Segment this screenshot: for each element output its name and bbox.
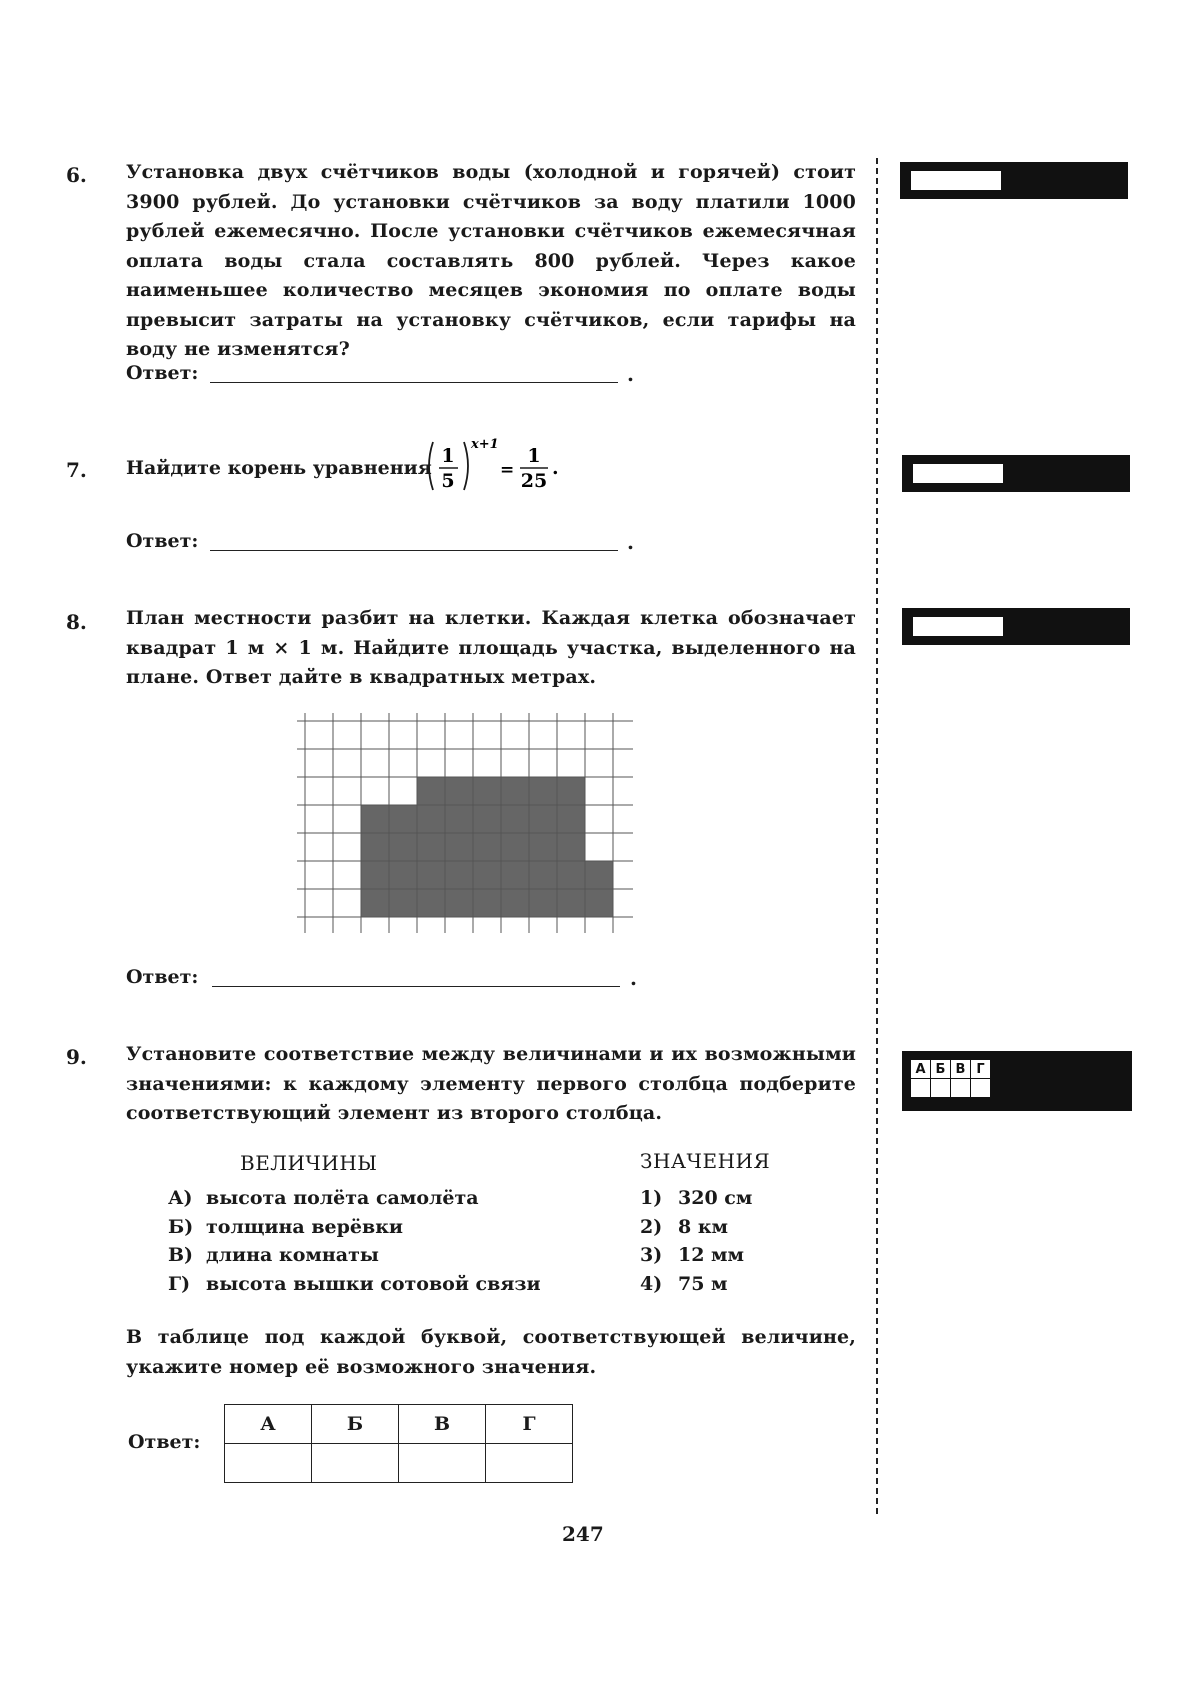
task-7-number: 7. (66, 458, 87, 482)
plan-shaded-cell (501, 833, 529, 861)
task-9-answer-box-grid (910, 1059, 991, 1098)
plan-shaded-cell (557, 889, 585, 917)
plan-shaded-cell (473, 777, 501, 805)
task-8-number: 8. (66, 610, 87, 634)
plan-shaded-cell (417, 889, 445, 917)
task-9-instruction: В таблице под каждой буквой, соответствующей величине, укажите номер её возможного значения. (126, 1326, 856, 1378)
plan-shaded-cell (557, 861, 585, 889)
mini-header-a: А (911, 1060, 931, 1079)
plan-shaded-cell (389, 833, 417, 861)
plan-shaded-cell (417, 833, 445, 861)
task-7-answer-label: Ответ: (126, 530, 199, 552)
task-7-answer-box (902, 455, 1130, 492)
mini-header-v: В (951, 1060, 971, 1079)
mini-header-g: Г (971, 1060, 991, 1079)
right-paren (464, 442, 468, 490)
rhs-numerator: 1 (527, 445, 541, 467)
task-6-answer-line[interactable] (210, 382, 618, 383)
task-9-answer-table (224, 1404, 573, 1483)
equals-sign: = (500, 460, 515, 480)
plan-shaded-cell (417, 805, 445, 833)
plan-grid (297, 713, 633, 933)
answer-table-header-b: Б (312, 1405, 399, 1444)
task-6-answer-box (900, 162, 1128, 199)
plan-shaded-cell (557, 833, 585, 861)
answer-cell-g[interactable] (486, 1444, 573, 1483)
mini-cell-b (931, 1079, 951, 1098)
plan-shaded-cell (445, 833, 473, 861)
answer-cell-v[interactable] (399, 1444, 486, 1483)
task-6-answer-dot: . (627, 362, 634, 386)
left-paren (429, 442, 433, 490)
plan-shaded-cell (445, 861, 473, 889)
quantity-item-b: Б) толщина верёвки (168, 1216, 404, 1238)
quantity-item-g: Г) высота вышки сотовой связи (168, 1273, 541, 1295)
plan-shaded-cell (417, 861, 445, 889)
task-8-text: План местности разбит на клетки. Каждая клетка обозначает квадрат 1 м × 1 м. Найдите площадь участка, выделенного на плане. Ответ дайте в квадратных метрах. (126, 607, 856, 688)
task-9-answer-label: Ответ: (128, 1431, 201, 1453)
task-8-answer-line[interactable] (212, 986, 620, 987)
plan-shaded-cell (529, 805, 557, 833)
plan-shaded-cell (445, 777, 473, 805)
plan-shaded-cell (501, 805, 529, 833)
plan-shaded-cell (557, 777, 585, 805)
task-6-answer-label: Ответ: (126, 362, 199, 384)
value-item-2: 2) 8 км (640, 1216, 729, 1238)
plan-shaded-cell (585, 889, 613, 917)
value-item-4: 4) 75 м (640, 1273, 728, 1295)
answer-table-header-g: Г (486, 1405, 573, 1444)
plan-shaded-cell (389, 861, 417, 889)
plan-shaded-cell (473, 861, 501, 889)
plan-shaded-cell (361, 889, 389, 917)
task-8-answer-label: Ответ: (126, 966, 199, 988)
answer-table-header-v: В (399, 1405, 486, 1444)
answer-cell-b[interactable] (312, 1444, 399, 1483)
task-6-answer-box-window (911, 171, 1001, 190)
plan-shaded-cell (585, 861, 613, 889)
task-9-number: 9. (66, 1045, 87, 1069)
value-item-3: 3) 12 мм (640, 1244, 745, 1266)
mini-header-b: Б (931, 1060, 951, 1079)
plan-shaded-cell (361, 833, 389, 861)
plan-shaded-cell (529, 861, 557, 889)
plan-shaded-cell (417, 777, 445, 805)
task-7-equation (424, 432, 574, 502)
task-7-answer-dot: . (627, 530, 634, 554)
task-8-answer-dot: . (630, 966, 637, 990)
plan-shaded-cell (361, 861, 389, 889)
quantity-item-a: А) высота полёта самолёта (168, 1187, 479, 1209)
plan-shaded-cell (501, 861, 529, 889)
plan-shaded-cell (501, 889, 529, 917)
plan-shaded-cell (389, 805, 417, 833)
plan-shaded-cell (501, 777, 529, 805)
task-7-answer-box-window (913, 464, 1003, 483)
svg-text:.: . (552, 457, 559, 479)
cut-line (876, 158, 878, 1514)
plan-shaded-cell (473, 833, 501, 861)
mini-cell-v (951, 1079, 971, 1098)
task-7-answer-line[interactable] (210, 550, 618, 551)
page-number: 247 (562, 1522, 604, 1546)
task-8-answer-box (902, 608, 1130, 645)
exponent: x+1 (471, 437, 499, 452)
quantities-header: ВЕЛИЧИНЫ (240, 1151, 378, 1175)
task-9-text: Установите соответствие между величинами и их возможными значениями: к каждому элементу первого столбца подберите соответствующий элемент из второго столбца. (126, 1043, 856, 1124)
answer-table-header-a: А (225, 1405, 312, 1444)
base-denominator: 5 (441, 470, 455, 492)
task-8-answer-box-window (913, 617, 1003, 636)
task-6-number: 6. (66, 163, 87, 187)
plan-shaded-cell (557, 805, 585, 833)
plan-shaded-cell (361, 805, 389, 833)
plan-shaded-cell (529, 833, 557, 861)
plan-shaded-cell (445, 889, 473, 917)
base-numerator: 1 (441, 445, 455, 467)
value-item-1: 1) 320 см (640, 1187, 753, 1209)
plan-shaded-cell (529, 889, 557, 917)
mini-cell-g (971, 1079, 991, 1098)
values-header: ЗНАЧЕНИЯ (640, 1149, 771, 1173)
plan-shaded-cell (529, 777, 557, 805)
answer-cell-a[interactable] (225, 1444, 312, 1483)
task-7-text: Найдите корень уравнения (126, 457, 432, 479)
plan-shaded-cell (473, 889, 501, 917)
mini-cell-a (911, 1079, 931, 1098)
task-6-text: Установка двух счётчиков воды (холодной и горячей) стоит 3900 рублей. До установки счётчиков за воду платили 1000 рублей ежемесячно. После установки счётчиков ежемесячная оплата воды стала составлять 800 рублей. Через какое наименьшее количество месяцев экономия по оплате воды превысит затраты на установку счётчиков, если тарифы на воду не изменятся? (126, 161, 856, 360)
plan-shaded-cell (445, 805, 473, 833)
plan-shaded-cell (389, 889, 417, 917)
plan-shaded-cell (473, 805, 501, 833)
rhs-denominator: 25 (520, 470, 548, 492)
quantity-item-v: В) длина комнаты (168, 1244, 379, 1266)
